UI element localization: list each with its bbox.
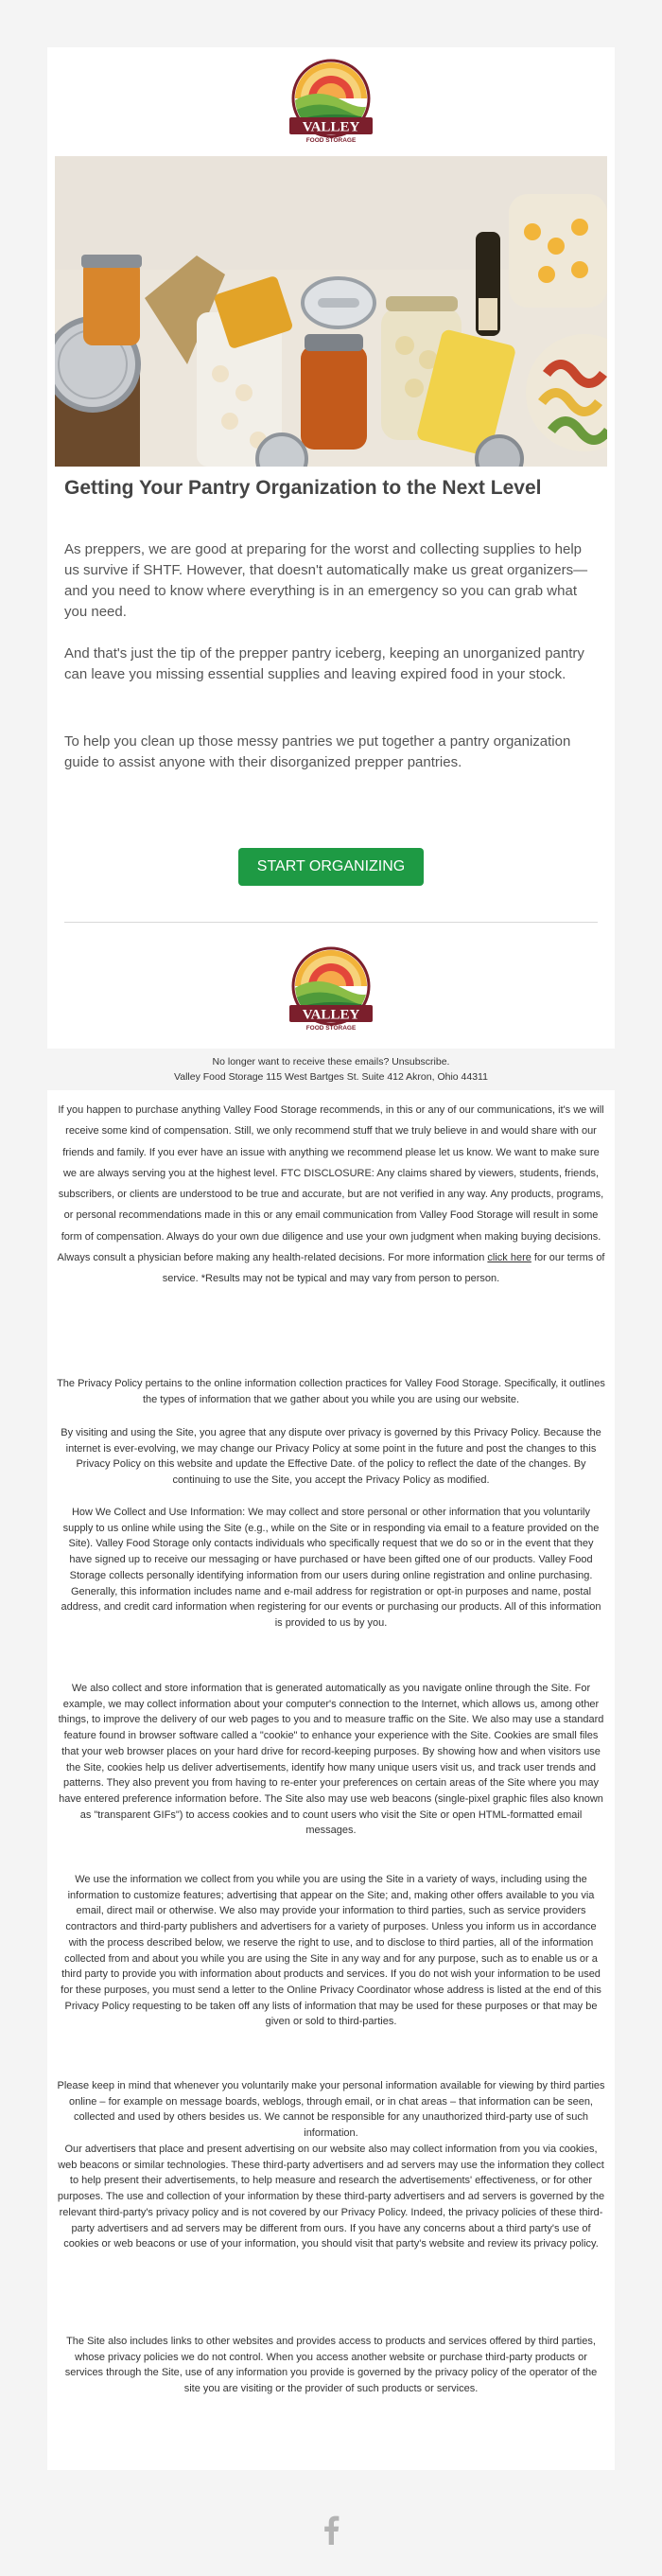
- privacy-paragraph-2: By visiting and using the Site, you agree that any dispute over privacy is governed by this Privacy Policy. Because the internet is ever-evolving, we may change our Privacy Policy at some point in the future and post the changes to this Privacy Policy on this website and update the Effective Date. of the policy to reflect the date of the changes. By continuing to use the Site, you accept the Privacy Policy as modified.: [61, 1427, 601, 1487]
- unsubscribe-block: [47, 1054, 615, 1085]
- disclosure-text: If you happen to purchase anything Valley Food Storage recommends, in this or any of our communications, it's we will receive some kind of compensation. Still, we only recommend stuff that we truly believe in and would share with our friends and family. If you ever have an issue with anything we recommend please let us know. We want to make sure we are always serving you at the highest level. FTC DISCLOSURE: Any claims shared by viewers, students, friends, subscribers, or clients are understood to be true and accurate, but are not verified in any way. Any products, programs, or personal recommendations made in this or any email communication from Valley Food Storage will result in some form of compensation. Always do your own due diligence and use your own judgment when making buying decisions. Always consult a physician before making any health-related decisions. For more information: [57, 1104, 604, 1264]
- facebook-link[interactable]: [318, 2513, 344, 2547]
- valley-food-storage-logo: [286, 57, 376, 148]
- privacy-paragraph-6: Please keep in mind that whenever you voluntarily make your personal information available for viewing by third parties online – for example on message boards, weblogs, through email, or in chat areas – that information can be seen, collected and used by others besides us. We cannot be responsible for any unauthorized third-party use of such information.: [57, 2080, 605, 2140]
- legal-card: [47, 1090, 615, 2470]
- privacy-paragraph-8: The Site also includes links to other websites and provides access to products and services offered by third parties, whose privacy policies we do not control. When you access another website or purchase third-party products or services through the Site, use of any information you provide is governed by the privacy policy of the operator of the site you are visiting or the provider of such products or services.: [64, 2336, 598, 2395]
- company-address: Valley Food Storage 115 West Bartges St. Suite 412 Akron, Ohio 44311: [174, 1071, 488, 1083]
- pantry-food-photo-icon: [55, 156, 607, 467]
- logo-subtitle: FOOD STORAGE: [305, 137, 357, 144]
- logo-subtitle: FOOD STORAGE: [305, 1025, 357, 1032]
- privacy-paragraph-7: Our advertisers that place and present advertising on our website also may collect information from you via cookies, web beacons or similar technologies. These third-party advertisers and ad servers may use the information they collect to help present their advertisements, to help measure and research the advertisements' effectiveness, or for other purposes. The use and collection of your information by these third-party advertisers and ad servers is governed by the relevant third-party's privacy policy and is not covered by our Privacy Policy. Indeed, the privacy policies of these third-party advertisers and ad servers may be different from ours. If you have any concerns about a third party's use of cookies or web beacons or use of your information, you should visit that party's website and review its privacy policy.: [57, 2144, 605, 2250]
- article-paragraph-3: To help you clean up those messy pantries we put together a pantry organization guide to assist anyone with their disorganized prepper pantries.: [64, 733, 571, 770]
- logo-footer[interactable]: [47, 944, 615, 1035]
- valley-food-storage-logo: [286, 944, 376, 1035]
- logo-word: VALLEY: [302, 1007, 360, 1023]
- logo-header[interactable]: [47, 57, 615, 148]
- article-paragraph-2: And that's just the tip of the prepper pantry iceberg, keeping an unorganized pantry can leave you missing essential supplies and leaving expired food in your stock.: [64, 645, 584, 682]
- content-divider: [64, 922, 598, 923]
- start-organizing-button[interactable]: START ORGANIZING: [238, 848, 424, 886]
- privacy-paragraph-3: How We Collect and Use Information: We may collect and store personal or other information that you voluntarily supply to us online while using the Site (e.g., while on the Site or in responding via email to a feature provided on the Site). Valley Food Storage only contacts individuals who specifically request that we do so or in the event that they have signed up to receive our messaging or have purchased or have been gifted one of our products. Valley Food Storage collects personally identifying information from our users during online registration and online purchasing. Generally, this information includes name and e-mail address for registration or opt-in purposes and name, postal address, and credit card information when registering for our events or purchasing our products. All of this information is provided to us by you.: [61, 1507, 601, 1629]
- unsubscribe-text[interactable]: No longer want to receive these emails? Unsubscribe.: [212, 1056, 450, 1067]
- hero-image[interactable]: [55, 156, 607, 467]
- terms-link[interactable]: click here: [487, 1252, 531, 1264]
- logo-word: VALLEY: [302, 119, 360, 135]
- privacy-paragraph-5: We use the information we collect from you while you are using the Site in a variety of ways, including using the information to customize features; advertising that appear on the Site; and, making other offers available to you via email, direct mail or otherwise. We also may provide your information to third parties, such as service providers contractors and third-party publishers and advertisers for a variety of purposes. Unless you inform us in accordance with the process described below, we reserve the right to use, and to disclose to third parties, all of the information collected from and about you while you are using the Site in any way and for any purpose, such as to enable us or a third party to provide you with information about products and services. If you do not wish your information to be used for these purposes, you must send a letter to the Online Privacy Coordinator whose address is listed at the end of this Privacy Policy requesting to be taken off any lists of information that may be used for these purposes or that may be given or sold to third-parties.: [61, 1874, 601, 2028]
- article-headline: Getting Your Pantry Organization to the Next Level: [64, 477, 542, 499]
- privacy-paragraph-4: We also collect and store information that is generated automatically as you navigate online through the Site. For example, we may collect information about your computer's connection to the Internet, which allows us, among other things, to improve the delivery of our web pages to you and to measure traffic on the Site. We also may use a standard feature found in browser software called a "cookie" to enhance your experience with the Site. Cookies are small files that your web browser places on your hard drive for record-keeping purposes. By showing how and when visitors use the Site, cookies help us deliver advertisements, identify how many unique users visit us, and track user trends and patterns. They also prevent you from having to re-enter your preferences on certain areas of the Site where you may have entered preference information before. The Site also may use web beacons (single-pixel graphic files also known as "transparent GIFs") to access cookies and to count users who visit the Site or open HTML-formatted email messages.: [58, 1683, 604, 1837]
- ftc-disclosure: [57, 1100, 605, 1290]
- privacy-paragraph-1: The Privacy Policy pertains to the online information collection practices for Valley Food Storage. Specifically, it outlines the types of information that we gather about you while you are using our website.: [57, 1378, 605, 1405]
- article-paragraph-1: As preppers, we are good at preparing for the worst and collecting supplies to help us survive if SHTF. However, that doesn't automatically make us great organizers—and you need to know where everything is in an emergency so you can grab what you need.: [64, 541, 588, 620]
- facebook-icon: [322, 2514, 340, 2545]
- main-content-card: [47, 47, 615, 1049]
- disclosure-text-end: for our terms of service. *Results may not be typical and may vary from person to person.: [162, 1252, 605, 1285]
